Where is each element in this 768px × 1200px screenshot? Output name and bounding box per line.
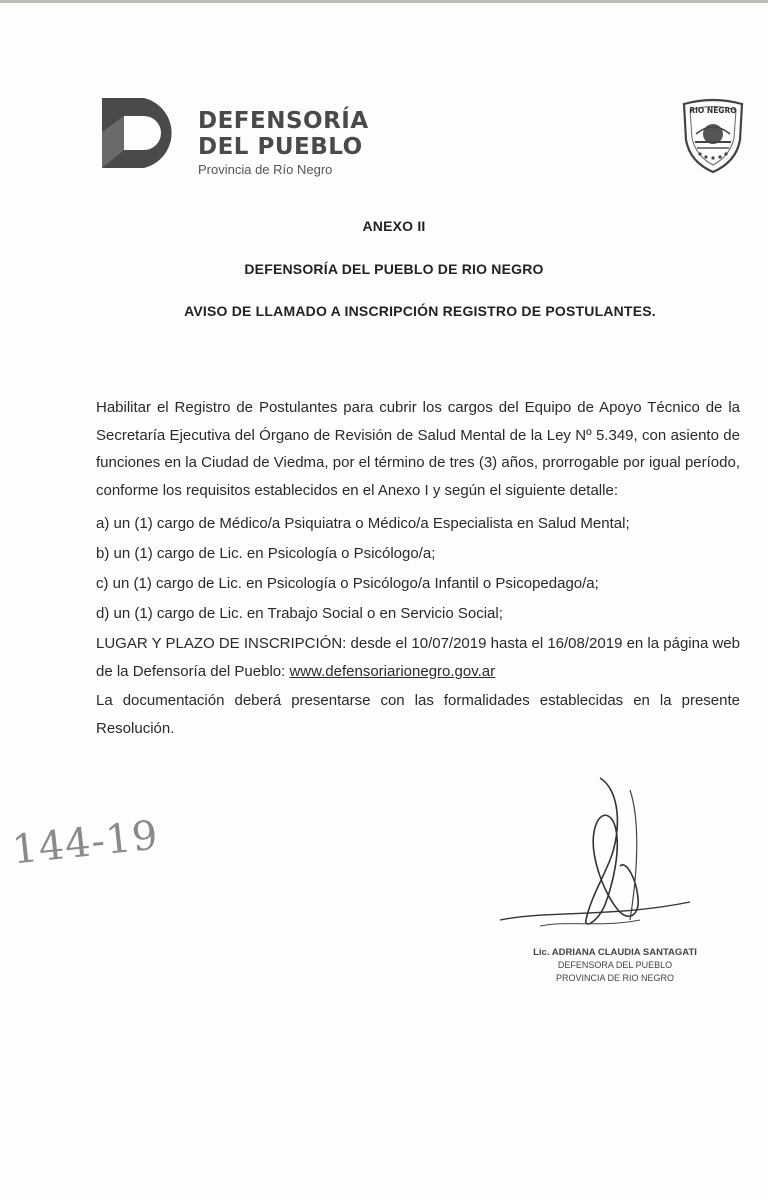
logo-subtitle: Provincia de Río Negro — [198, 162, 333, 177]
signer-name: Lic. ADRIANA CLAUDIA SANTAGATI — [533, 947, 697, 958]
closing-paragraph: La documentación deberá presentarse con las formalidades establecidas en la presente Resolución. — [96, 692, 740, 737]
defensoria-logo — [98, 92, 398, 182]
signer-role: DEFENSORA DEL PUEBLO — [557, 960, 673, 970]
signer-province: PROVINCIA DE RIO NEGRO — [555, 973, 675, 983]
stamp-number: 144-19 — [9, 812, 161, 874]
logo-line-2: DEL PUEBLO — [198, 134, 363, 160]
list-item-d: d) un (1) cargo de Lic. en Trabajo Social o en Servicio Social; — [96, 605, 503, 622]
institution-title: DEFENSORÍA DEL PUEBLO DE RIO NEGRO — [244, 261, 544, 277]
document-body — [96, 394, 740, 742]
handwritten-signature-icon — [490, 770, 710, 950]
list-item-b: b) un (1) cargo de Lic. en Psicología o Psicólogo/a; — [96, 545, 436, 562]
registration-text: LUGAR Y PLAZO DE INSCRIPCIÓN: desde el 10/07/2019 hasta el 16/08/2019 en la página web de la Defensoría del Pueblo: — [96, 635, 740, 680]
logo-line-1: DEFENSORÍA — [198, 108, 369, 134]
page-top-edge — [0, 0, 768, 3]
seal-label: RIO NEGRO — [689, 106, 737, 115]
registration-paragraph — [96, 630, 740, 685]
rio-negro-seal-icon — [678, 96, 748, 176]
list-item-c: c) un (1) cargo de Lic. en Psicología o Psicólogo/a Infantil o Psicopedago/a; — [96, 575, 599, 592]
website-link[interactable]: www.defensoriarionegro.gov.ar — [289, 662, 496, 680]
defensoria-d-logo-icon — [98, 92, 190, 172]
list-item-a: a) un (1) cargo de Médico/a Psiquiatra o Médico/a Especialista en Salud Mental; — [96, 515, 630, 532]
intro-paragraph: Habilitar el Registro de Postulantes para cubrir los cargos del Equipo de Apoyo Técnico de la Secretaría Ejecutiva del Órgano de Revisión de Salud Mental de la Ley Nº 5.349, con asiento de funciones en la Ciudad de Viedma, por el término de tres (3) años, prorrogable por igual período, conforme los requisitos establecidos en el Anexo I y según el siguiente detalle: — [96, 399, 740, 499]
annex-title: ANEXO II — [362, 218, 426, 234]
signature-block — [530, 946, 700, 985]
logo-text — [198, 108, 369, 177]
notice-title: AVISO DE LLAMADO A INSCRIPCIÓN REGISTRO DE POSTULANTES. — [184, 303, 656, 319]
